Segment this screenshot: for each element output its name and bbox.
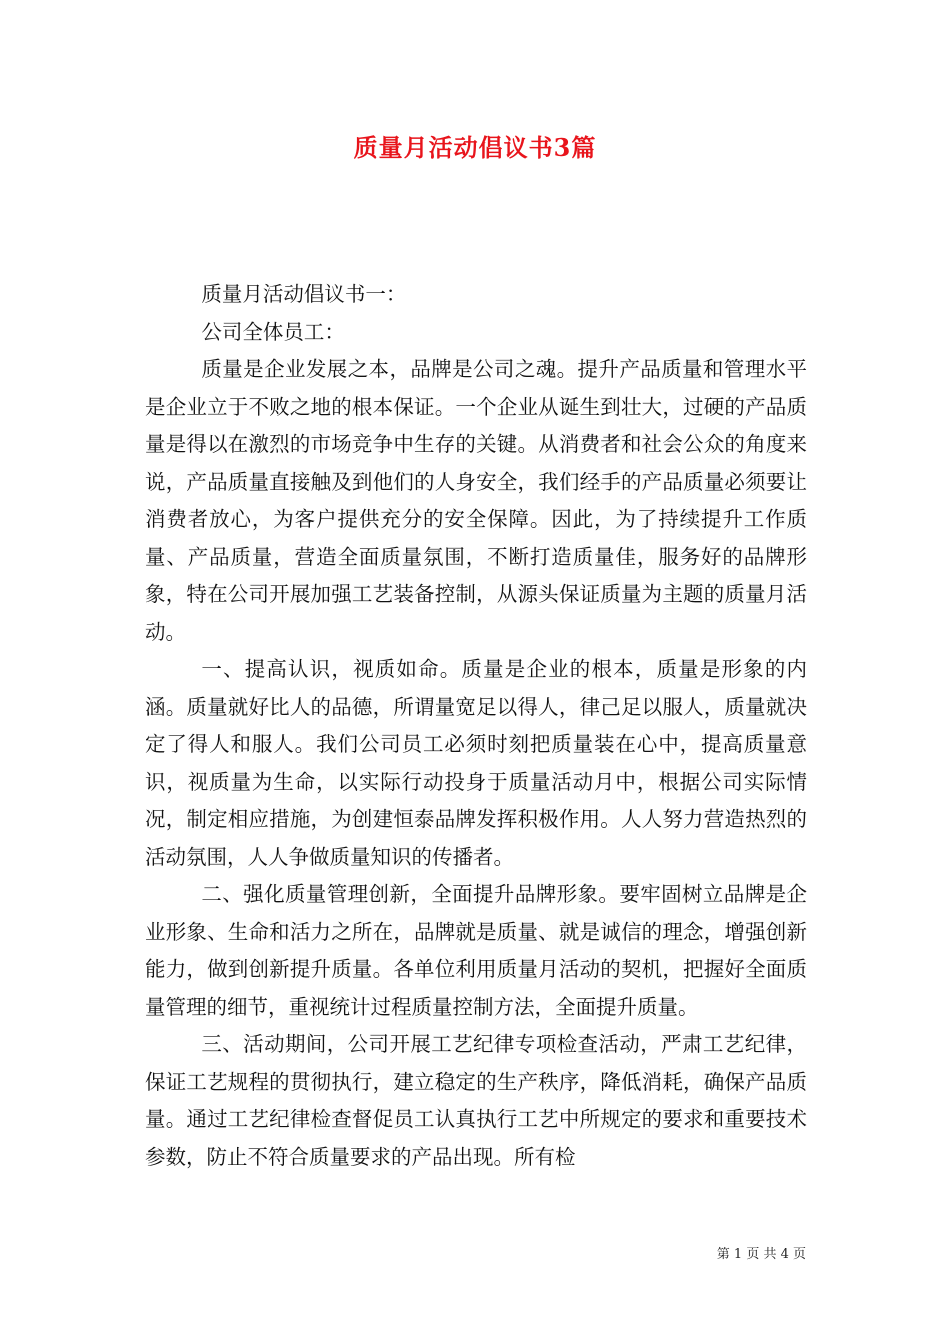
intro-paragraph: 质量是企业发展之本，品牌是公司之魂。提升产品质量和管理水平是企业立于不败之地的根本保证。一个企业从诞生到壮大，过硬的产品质量是得以在激烈的市场竞争中生存的关键。从消费者和社会公众的角度来说，产品质量直接触及到他们的人身安全，我们经手的产品质量必须要让消费者放心，为客户提供充分的安全保障。因此，为了持续提升工作质量、产品质量，营造全面质量氛围，不断打造质量佳，服务好的品牌形象，特在公司开展加强工艺装备控制，从源头保证质量为主题的质量月活动。 [145, 357, 807, 644]
page-title: 质量月活动倡议书3篇 [353, 133, 597, 162]
document-body [145, 276, 807, 1176]
point-two-paragraph: 二、强化质量管理创新，全面提升品牌形象。要牢固树立品牌是企业形象、生命和活力之所在，品牌就是质量、就是诚信的理念，增强创新能力，做到创新提升质量。各单位利用质量月活动的契机，把握好全面质量管理的细节，重视统计过程质量控制方法，全面提升质量。 [145, 882, 807, 1019]
point-three-paragraph: 三、活动期间，公司开展工艺纪律专项检查活动，严肃工艺纪律，保证工艺规程的贯彻执行，建立稳定的生产秩序，降低消耗，确保产品质量。通过工艺纪律检查督促员工认真执行工艺中所规定的要求和重要技术参数，防止不符合质量要求的产品出现。所有检 [145, 1032, 807, 1169]
page-number: 第 1 页 共 4 页 [716, 1247, 806, 1262]
point-one-paragraph: 一、提高认识，视质如命。质量是企业的根本，质量是形象的内涵。质量就好比人的品德，所谓量宽足以得人，律己足以服人，质量就决定了得人和服人。我们公司员工必须时刻把质量装在心中，提高质量意识，视质量为生命，以实际行动投身于质量活动月中，根据公司实际情况，制定相应措施，为创建恒泰品牌发挥积极作用。人人努力营造热烈的活动氛围，人人争做质量知识的传播者。 [145, 657, 807, 869]
salutation: 公司全体员工： [201, 319, 345, 344]
section-heading: 质量月活动倡议书一： [201, 282, 407, 306]
